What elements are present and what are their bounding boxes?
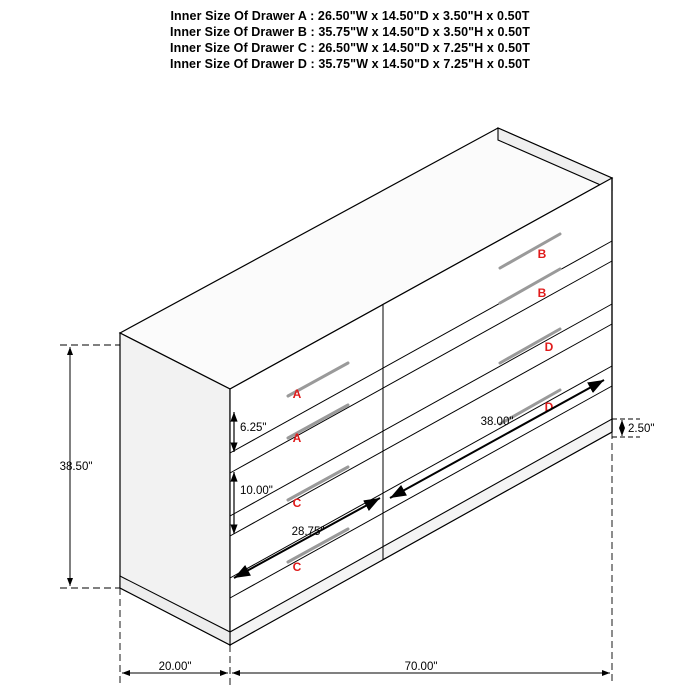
drawer-label-A-upper: A [292, 387, 302, 401]
drawer-label-A-lower: A [292, 431, 302, 445]
spec-line-drawer-c: Inner Size Of Drawer C : 26.50"W x 14.50"D x 7.25"H x 0.50T [170, 41, 530, 55]
dimension-label-depth: 20.00" [158, 661, 192, 673]
spec-line-drawer-b: Inner Size Of Drawer B : 35.75"W x 14.50"D x 3.50"H x 0.50T [170, 25, 530, 39]
dimension-base-height [612, 419, 654, 437]
dimension-label-drawer-height-large: 10.00" [240, 485, 273, 497]
drawer-label-D-lower: D [544, 400, 554, 414]
drawer-label-B-lower: B [537, 286, 547, 300]
drawer-label-C-upper: C [292, 496, 302, 510]
dimension-label-drawer-width-large: 38.00" [480, 416, 514, 428]
dimension-label-base-height: 2.50" [628, 423, 655, 435]
dimension-label-overall-width: 70.00" [404, 661, 438, 673]
dimension-overall-height [60, 345, 120, 588]
spec-line-drawer-d: Inner Size Of Drawer D : 35.75"W x 14.50"D x 7.25"H x 0.50T [170, 57, 530, 71]
dresser-illustration [120, 128, 612, 645]
spec-line-drawer-a: Inner Size Of Drawer A : 26.50"W x 14.50"D x 3.50"H x 0.50T [170, 9, 530, 23]
drawer-label-C-lower: C [292, 560, 302, 574]
drawer-label-B-upper: B [537, 247, 547, 261]
dimension-label-drawer-width-small: 28.75" [291, 526, 325, 538]
dimension-label-drawer-height-small: 6.25" [240, 422, 267, 434]
dimension-label-overall-height: 38.50" [59, 461, 93, 473]
drawer-label-D-upper: D [544, 340, 554, 354]
